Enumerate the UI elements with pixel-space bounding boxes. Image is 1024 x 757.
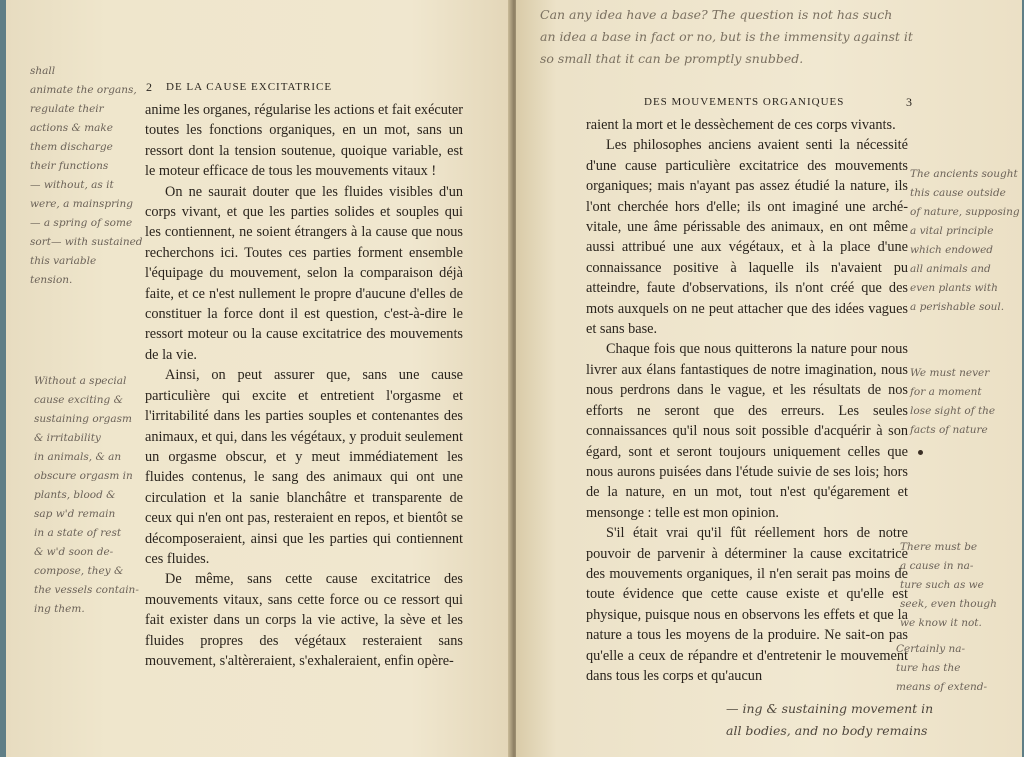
- left-paragraph-3: Ainsi, on peut assurer que, sans une cause particulière qui excite et entretient l'orgasme et l'irritabilité dans les parties souples et contenantes des animaux, et qui, dans les végétaux, y produit seulement un orgasme obscur, et y meut immédiatement les fluides contenus, le sang des animaux qui ont une circulation et la sanie blanchâtre et transparente de ceux qui n'en ont pas, resteraient en repos, et bientôt se décomposeraient, ainsi que les parties qui contiennent ces fluides.: [145, 367, 463, 567]
- left-paragraph-1: anime les organes, régularise les actions et fait exécuter toutes les fonctions organiques, en un mot, sans un ressort dont la tension soutenue, quoique variable, est le moteur efficace de tous les mouvements vitaux !: [145, 102, 463, 180]
- right-top-margin-note: Can any idea have a base? The question is not has such an idea a base in fact or no, but is the immensity against it so small that it can be promptly snubbed.: [540, 7, 913, 66]
- right-paragraph-2: Les philosophes anciens avaient senti la nécessité d'une cause particulière excitatrice des mouvements organiques; mais n'ayant pas assez étudié la nature, ils l'ont cherchée hors d'elle; ils ont imaginé une arché-vitale, une âme périssable des animaux, en ont même aussi attribué une aux végétaux, et à la place d'une connaissance positive à laquelle ils n'avaient pu atteindre, faute d'observations, ils n'ont créé que des mots auxquels on ne peut attacher que des idées vagues et sans base.: [586, 137, 908, 338]
- right-margin-note-4: Certainly na- ture has the means of extend-: [896, 643, 988, 693]
- right-bottom-margin-note: — ing & sustaining movement in all bodies, and no body remains: [726, 701, 934, 738]
- left-page: [6, 0, 514, 757]
- right-running-head: DES MOUVEMENTS ORGANIQUES: [644, 96, 845, 108]
- right-page: [516, 0, 1022, 757]
- left-margin-note-2: Without a special cause exciting & sustaining orgasm & irritability in animals, & an obscure orgasm in plants, blood & sap w'd remain in a state of rest & w'd soon de- compose, they & the vessels contain- ing them.: [34, 375, 139, 615]
- right-page-number: 3: [906, 95, 912, 109]
- right-paragraph-3: Chaque fois que nous quitterons la nature pour nous livrer aux élans fantastiques de notre imagination, nous nous perdrons dans le vague, et les résultats de nos efforts ne seront que des erreurs. Les seules connaissances qu'il nous soit possible d'acquérir à son égard, sont et seront toujours uniquement celles que nous aurons puisées dans l'étude suivie de ses lois; hors de la nature, en un mot, tout n'est qu'égarement et mensonge : telle est mon opinion.: [586, 341, 908, 521]
- right-page-body: [586, 115, 908, 686]
- right-margin-note-2: We must never for a moment lose sight of the facts of nature: [910, 367, 996, 436]
- right-margin-note-1: The ancients sought this cause outside of nature, supposing a vital principle which endowed all animals and even plants with a perishable soul.: [910, 168, 1020, 313]
- left-page-number: 2: [146, 80, 152, 94]
- right-margin-note-3: There must be a cause in na- ture such as we seek, even though we know it not.: [900, 541, 997, 629]
- right-paragraph-1: raient la mort et le dessèchement de ces corps vivants.: [586, 117, 896, 133]
- left-paragraph-2: On ne saurait douter que les fluides visibles d'un corps vivant, et que les parties solides et souples qui les contiennent, ne soient étrangers à la cause que nous recherchons ici. Toutes ces parties forment ensemble l'équipage du mouvement, selon la comparaison déjà faite, et ce n'est nullement le propre d'aucune d'elles de constituer la force dont il est question, c'est-à-dire le ressort moteur ou la cause excitatrice des mouvements de la vie.: [145, 183, 463, 363]
- left-page-body: [145, 100, 463, 671]
- right-paragraph-4: S'il était vrai qu'il fût réellement hors de notre pouvoir de parvenir à déterminer la cause excitatrice des mouvements organiques, il n'en serait pas moins de toute évidence que cette cause existe et qu'elle est physique, puisque nous en observons les effets et que la nature a tous les moyens de la produire. Ne sait-on pas qu'elle a ceux de répandre et d'entretenir le mouvement dans tous les corps et qu'aucun: [586, 525, 908, 684]
- open-book: [6, 0, 1022, 757]
- left-margin-note-1: shall animate the organs, regulate their actions & make them discharge their functions — without, as it were, a mainspring — a spring of some sort— with sustained this variable tension.: [30, 65, 143, 286]
- left-running-head: DE LA CAUSE EXCITATRICE: [166, 81, 333, 93]
- left-paragraph-4: De même, sans cette cause excitatrice des mouvements vitaux, sans cette force ou ce ressort qui fait exister dans un corps la vie active, la sève et les fluides propres des végétaux resteraient sans mouvement, s'altèreraient, s'exhaleraient, enfin opère-: [145, 571, 463, 669]
- ink-dot: [918, 450, 923, 455]
